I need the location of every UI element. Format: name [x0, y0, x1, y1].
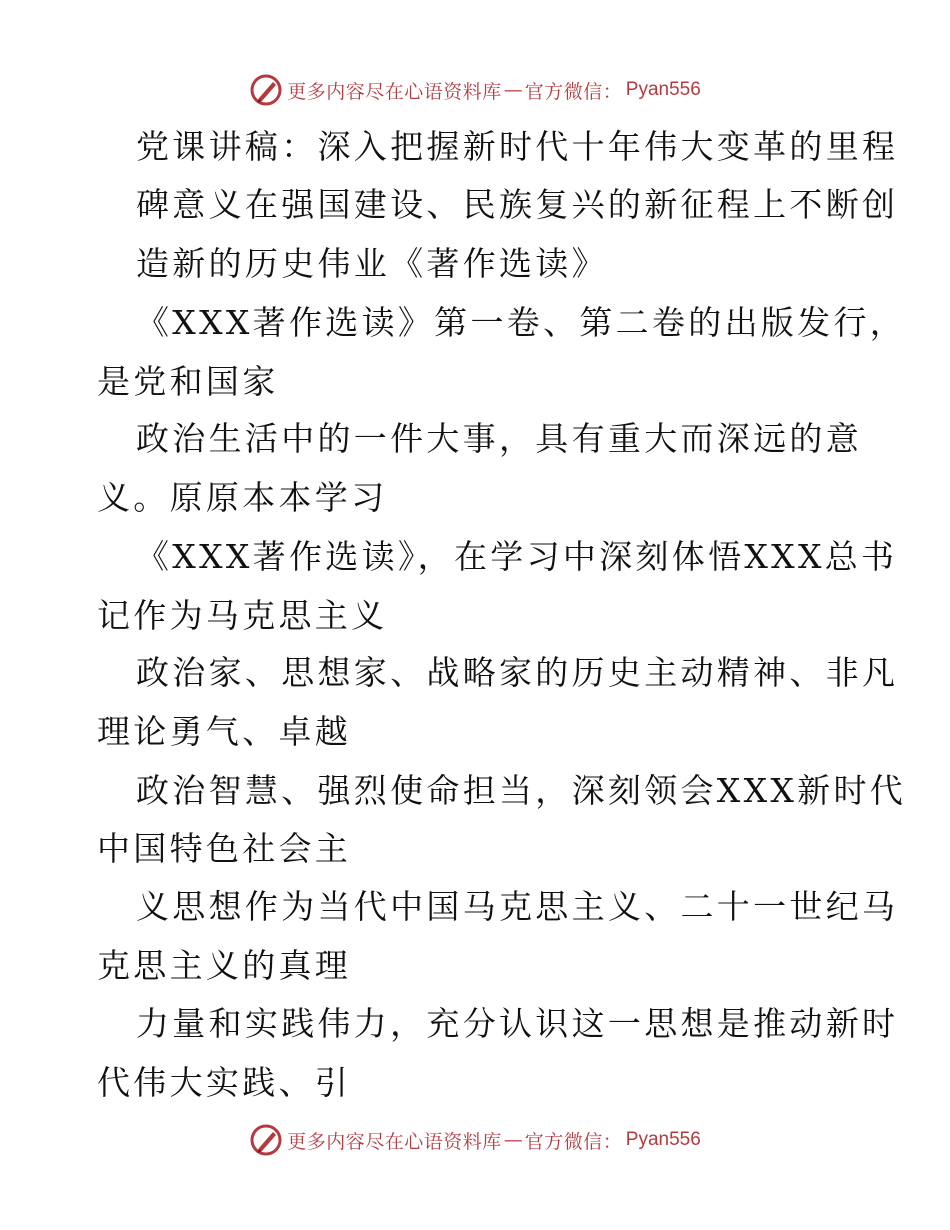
banner-wechat-id: Pyan556 [625, 79, 701, 100]
doc-line: 政治家、思想家、战略家的历史主动精神、非凡 [136, 653, 899, 692]
doc-line: 政治智慧、强烈使命担当，深刻领会XXX新时代 [136, 771, 907, 810]
doc-line: 中国特色社会主 [97, 829, 352, 868]
doc-line: 理论勇气、卓越 [97, 712, 352, 751]
doc-line: 造新的历史伟业《著作选读》 [136, 244, 608, 283]
banner-wechat-id: Pyan556 [625, 1129, 701, 1150]
footer-banner [0, 1120, 950, 1160]
doc-line: 《XXX著作选读》，在学习中深刻体悟XXX总书 [136, 537, 898, 576]
doc-line: 代伟大实践、引 [97, 1063, 352, 1102]
banner-text: 更多内容尽在心语资料库 [287, 80, 502, 103]
doc-line: 力量和实践伟力，充分认识这一思想是推动新时 [136, 1004, 899, 1043]
banner-label: 官方微信 [524, 80, 603, 103]
doc-line: 是党和国家 [97, 362, 279, 401]
doc-line: 克思主义的真理 [97, 946, 352, 985]
banner-label: 官方微信 [524, 1130, 603, 1153]
banner-dash: — [503, 1129, 523, 1151]
banner-text: 更多内容尽在心语资料库 [287, 1130, 502, 1153]
doc-line: 记作为马克思主义 [97, 596, 388, 635]
doc-line: 政治生活中的一件大事，具有重大而深远的意 [136, 419, 862, 458]
banner-dash: — [503, 79, 523, 101]
banner-separator: ： [602, 1130, 622, 1153]
pen-logo-icon [249, 1123, 283, 1157]
doc-line: 碑意义在强国建设、民族复兴的新征程上不断创 [136, 185, 899, 224]
doc-line: 《XXX著作选读》第一卷、第二卷的出版发行， [136, 303, 907, 342]
doc-line: 义。原原本本学习 [97, 478, 388, 517]
doc-line: 义思想作为当代中国马克思主义、二十一世纪马 [136, 887, 899, 926]
banner-separator: ： [602, 80, 622, 103]
doc-line: 党课讲稿：深入把握新时代十年伟大变革的里程 [136, 127, 899, 166]
